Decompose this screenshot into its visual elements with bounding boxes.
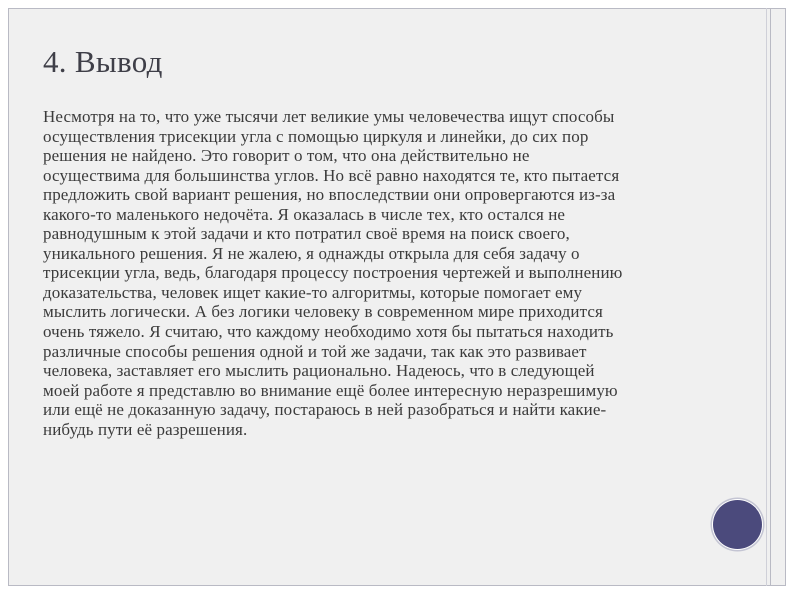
body-line: мыслить логически. А без логики человеку в современном мире приходится [43,302,603,322]
body-line: осуществима для большинства углов. Но всё равно находятся те, кто пытается [43,165,620,185]
body-line: равнодушным к этой задачи и кто потратил своё время на поиск своего, [43,224,570,244]
body-line: нибудь пути её разрешения. [43,419,248,439]
right-rule-inner [766,8,767,586]
body-line: различные способы решения одной и той же задачи, так как это развивает [43,341,587,361]
body-line: Несмотря на то, что уже тысячи лет великие умы человечества ищут способы [43,107,615,126]
body-line: осуществления трисекции угла с помощью циркуля и линейки, до сих пор [43,126,589,146]
body-line: моей работе я представлю во внимание ещё более интересную неразрешимую [43,380,618,400]
right-rule-outer [770,8,771,586]
body-line: человека, заставляет его мыслить рационально. Надеюсь, что в следующей [43,361,595,381]
slide-body [43,107,748,439]
body-line: очень тяжело. Я считаю, что каждому необходимо хотя бы пытаться находить [43,322,614,342]
decorative-circle [713,500,762,549]
body-line: предложить свой вариант решения, но впоследствии они опровергаются из-за [43,185,616,205]
body-line: трисекции угла, ведь, благодаря процессу построения чертежей и выполнению [43,263,623,283]
body-line: какого-то маленького недочёта. Я оказалась в числе тех, кто остался не [43,204,566,224]
body-line: или ещё не доказанную задачу, постараюсь в ней разобраться и найти какие- [43,400,607,420]
body-line: доказательства, человек ищет какие-то алгоритмы, которые помогает ему [43,282,583,302]
slide-title: 4. Вывод [43,44,163,79]
body-line: решения не найдено. Это говорит о том, что она действительно не [43,146,530,166]
body-line: уникального решения. Я не жалею, я однажды открыла для себя задачу о [43,243,580,263]
